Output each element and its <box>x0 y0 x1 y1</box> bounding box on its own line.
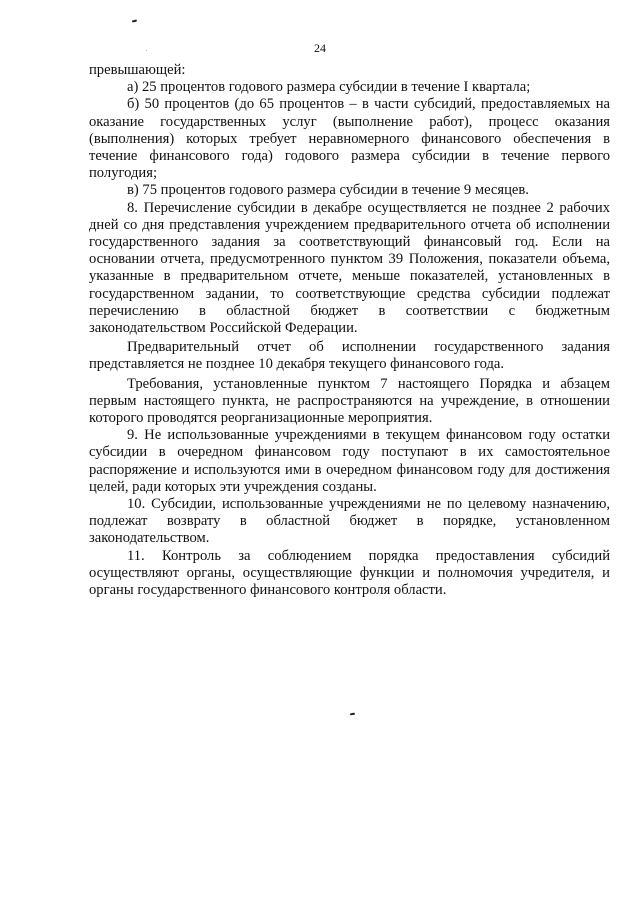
paragraph-continuation: превышающей: <box>89 62 186 78</box>
scan-speck <box>350 713 355 716</box>
clause-11: 11. Контроль за соблюдением порядка предоставления субсидий осуществляют органы, осуществляющие функции и полномочия учредителя, и органы государственного финансового контроля области. <box>89 547 610 599</box>
list-item-c: в) 75 процентов годового размера субсидии в течение 9 месяцев. <box>127 182 529 199</box>
document-body <box>89 62 610 599</box>
page-number: 24 <box>314 41 326 55</box>
list-item-a: а) 25 процентов годового размера субсидии в течение I квартала; <box>127 79 531 96</box>
clause-8-paragraph-3: Требования, установленные пунктом 7 настоящего Порядка и абзацем первым настоящего пункта, не распространяются на учреждение, в отношении которого проводятся реорганизационные мероприятия. <box>89 375 610 427</box>
clause-8: 8. Перечисление субсидии в декабре осуществляется не позднее 2 рабочих дней со дня представления учреждением предварительного отчета об исполнении государственного задания за соответствующий финансовый год. Если на основании отчета, предусмотренного пунктом 39 Положения, показатели объема, указанные в предварительном отчете, меньше показателей, установленных в государственном задании, то соответствующие средства субсидии подлежат перечислению в областной бюджет в соответствии с бюджетным законодательством Российской Федерации. <box>89 199 610 337</box>
clause-8-paragraph-2: Предварительный отчет об исполнении государственного задания представляется не позднее 10 декабря текущего финансового года. <box>89 339 610 373</box>
list-item-b: б) 50 процентов (до 65 процентов – в части субсидий, предоставляемых на оказание государственных услуг (выполнение работ), процесс оказания (выполнения) которых требует неравномерного финансового обеспечения в течение финансового года) годового размера субсидии в течение первого полугодия; <box>89 96 610 182</box>
clause-9: 9. Не использованные учреждениями в текущем финансовом году остатки субсидии в очередном финансовом году поступают в их самостоятельное распоряжение и используются ими в очередном финансовом году для достижения целей, ради которых эти учреждения созданы. <box>89 427 610 495</box>
clause-10: 10. Субсидии, использованные учреждениями не по целевому назначению, подлежат возврату в областной бюджет в порядке, установленном законодательством. <box>89 496 610 547</box>
scan-speck <box>132 19 137 22</box>
